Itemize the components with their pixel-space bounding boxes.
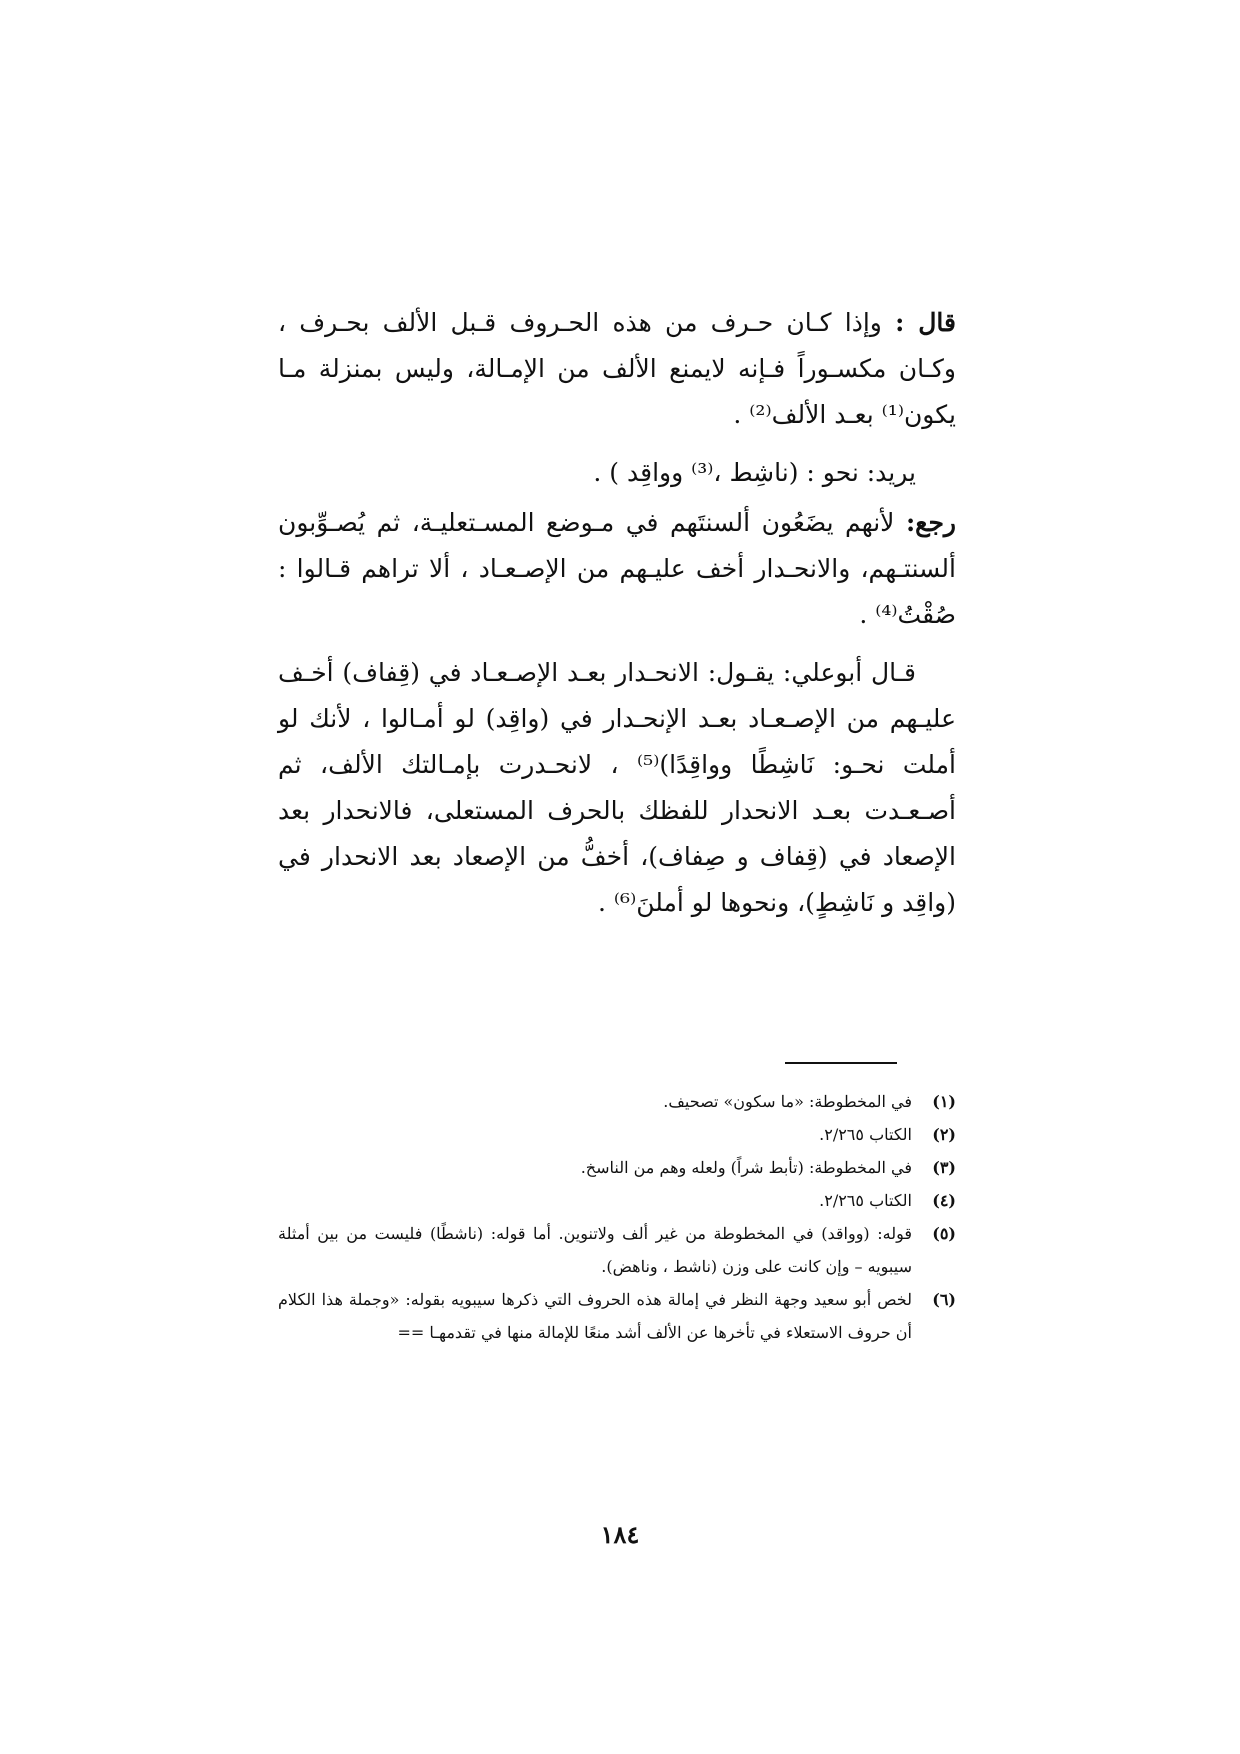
- footnote: [278, 1283, 956, 1349]
- footnote: [278, 1118, 956, 1151]
- page-number: ١٨٤: [600, 1520, 640, 1549]
- footnote-number: (٤): [932, 1191, 956, 1210]
- footnote-text: لخص أبو سعيد وجهة النظر في إمالة هذه الحروف التي ذكرها سيبويه بقوله: «وجملة هذا الكلام أن حروف الاستعلاء في تأخرها عن الألف أشد منعًا للإمالة منها في تقدمهـا ==: [278, 1290, 913, 1342]
- paragraph-yurid: [278, 450, 956, 496]
- footnote-number: (٢): [932, 1125, 956, 1144]
- footnote-text: في المخطوطة: (تأبط شراً) ولعله وهم من الناسخ.: [580, 1158, 912, 1177]
- paragraph-text: وإذا كـان حـرف من هذه الحـروف قـبل الألف بحـرف ، وكـان مكسـوراً فـإنه لايمنع الألف من الإمـالة، وليس بمنزلة مـا يكون⁽¹⁾ بعـد الألف⁽²⁾ .: [278, 308, 957, 429]
- paragraph-text: قـال أبوعلي: يقـول: الانحـدار بعـد الإصـعـاد في (قِفاف) أخـف عليـهم من الإصـعـاد بعـد الإنحـدار في (واقِد) لو أمـالوا ، لأنك لو أملت نحـو: نَاشِطًا وواقِدًا)⁽⁵⁾ ، لانحـدرت بإمـالتك الألف، ثم أصـعـدت بعـد الانحدار للفظك بالحرف المستعلى، فالانحدار بعد الإصعاد في (قِفاف و صِفاف)، أخفُّ من الإصعاد بعد الانحدار في (واقِد و نَاشِطٍ)، ونحوها لو أملنَ⁽⁶⁾ .: [278, 658, 956, 917]
- footnote-number: (١): [932, 1092, 956, 1111]
- footnote-text: في المخطوطة: «ما سكون» تصحيف.: [663, 1092, 912, 1111]
- footnote-number: (٥): [932, 1224, 956, 1243]
- footnote-text: قوله: (وواقد) في المخطوطة من غير ألف ولاتنوين. أما قوله: (ناشطًا) فليست من بين أمثلة سيبويه – وإن كانت على وزن (ناشط ، وناهض).: [278, 1224, 912, 1276]
- footnote: [278, 1085, 956, 1118]
- main-text: [278, 300, 956, 938]
- paragraph-qala: [278, 300, 956, 438]
- footnotes: [278, 1085, 956, 1349]
- paragraph-lead: قال :: [895, 308, 956, 337]
- footnote: [278, 1184, 956, 1217]
- footnote: [278, 1151, 956, 1184]
- footnote: [278, 1217, 956, 1283]
- paragraph-text: لأنهم يضَعُون ألسنتَهم في مـوضع المسـتعليـة، ثم يُصـوِّبون ألسنتـهم، والانحـدار أخف عليـهم من الإصـعـاد ، ألا تراهم قـالوا : صُقْتُ⁽⁴⁾ .: [278, 508, 956, 629]
- footnote-separator: [785, 1062, 897, 1064]
- footnote-text: الكتاب ٢/٢٦٥.: [819, 1125, 912, 1144]
- paragraph-raja: [278, 500, 956, 638]
- paragraph-text: يريد: نحو : (ناشِط ،⁽³⁾ وواقِد ) .: [593, 458, 916, 487]
- footnote-text: الكتاب ٢/٢٦٥.: [819, 1191, 912, 1210]
- footnote-number: (٦): [932, 1290, 956, 1309]
- paragraph-lead: رجع:: [905, 508, 956, 537]
- paragraph-abu-ali: [278, 650, 956, 926]
- footnote-number: (٣): [932, 1158, 956, 1177]
